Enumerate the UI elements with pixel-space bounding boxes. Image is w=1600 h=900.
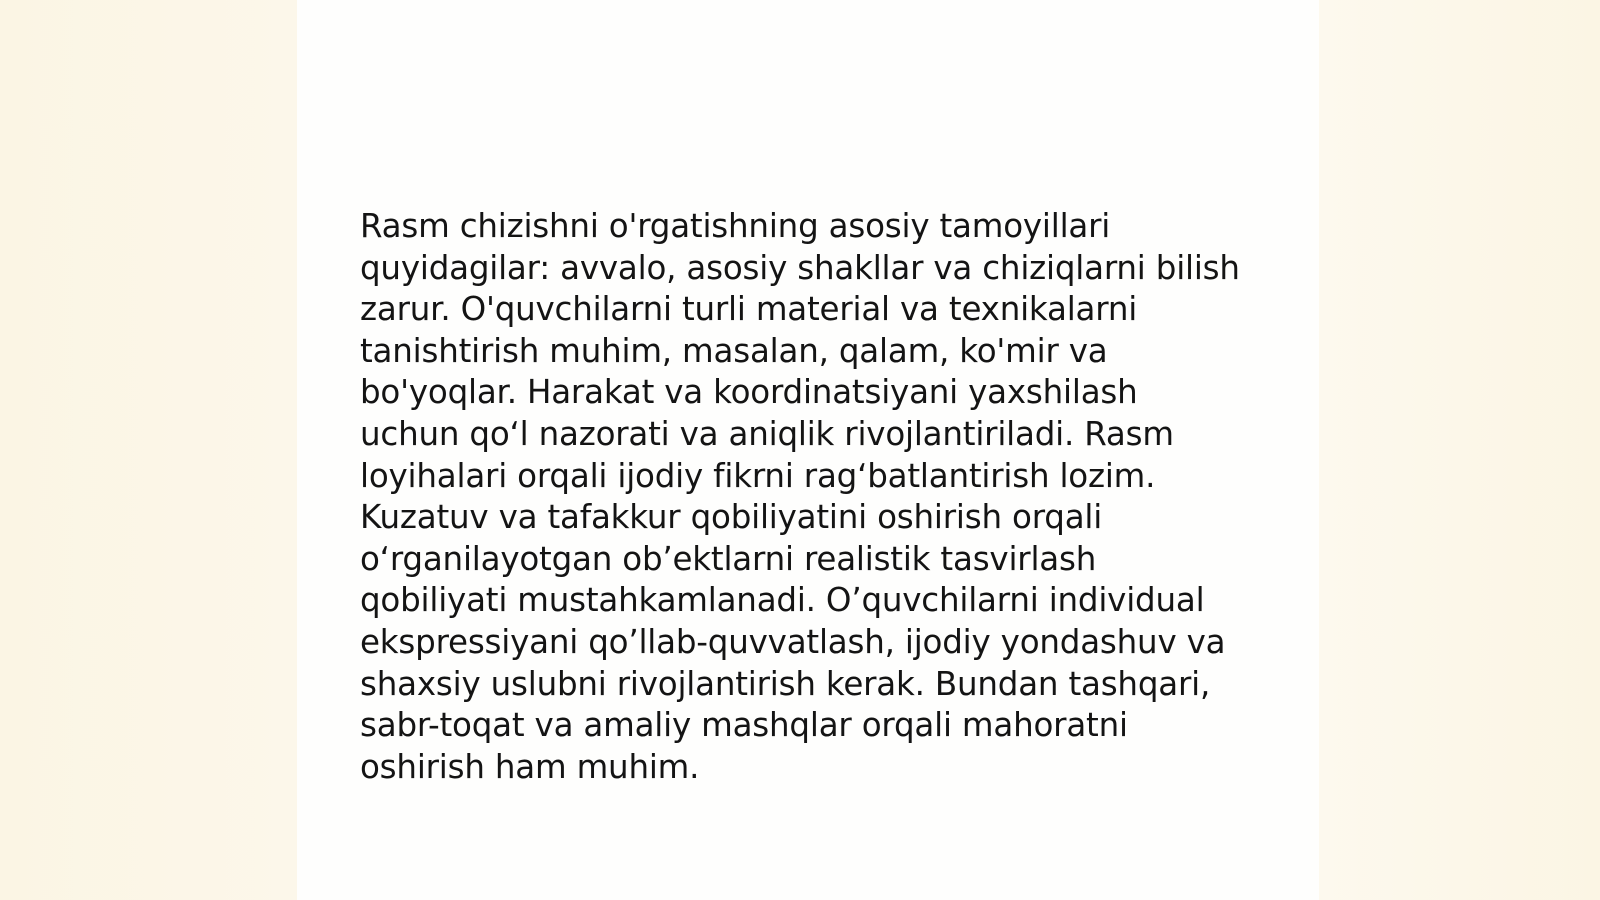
left-background-panel [0, 0, 297, 900]
right-background-panel [1319, 0, 1600, 900]
paragraph-line: ekspressiyani qo’llab-quvvatlash, ijodiy yondashuv va [360, 622, 1226, 661]
paragraph-line: oshirish ham muhim. [360, 747, 700, 786]
paragraph-line: sabr-toqat va amaliy mashqlar orqali mahoratni [360, 706, 1128, 745]
paragraph-line: uchun qo‘l nazorati va aniqlik rivojlantiriladi. Rasm [360, 414, 1174, 453]
paragraph-line: o‘rganilayotgan ob’ektlarni realistik tasvirlash [360, 539, 1097, 578]
body-paragraph [360, 206, 1260, 788]
paragraph-line: bo'yoqlar. Harakat va koordinatsiyani yaxshilash [360, 373, 1138, 412]
slide-page [297, 0, 1319, 900]
paragraph-line: qobiliyati mustahkamlanadi. O’quvchilarni individual [360, 581, 1205, 620]
paragraph-line: shaxsiy uslubni rivojlantirish kerak. Bundan tashqari, [360, 664, 1211, 703]
paragraph-line: zarur. O'quvchilarni turli material va texnikalarni [360, 290, 1138, 329]
paragraph-line: loyihalari orqali ijodiy fikrni rag‘batlantirish lozim. [360, 456, 1156, 495]
paragraph-line: tanishtirish muhim, masalan, qalam, ko'mir va [360, 331, 1108, 370]
paragraph-line: Kuzatuv va tafakkur qobiliyatini oshirish orqali [360, 498, 1103, 537]
paragraph-line: Rasm chizishni o'rgatishning asosiy tamoyillari [360, 207, 1111, 245]
paragraph-line: quyidagilar: avvalo, asosiy shakllar va chiziqlarni bilish [360, 248, 1240, 287]
